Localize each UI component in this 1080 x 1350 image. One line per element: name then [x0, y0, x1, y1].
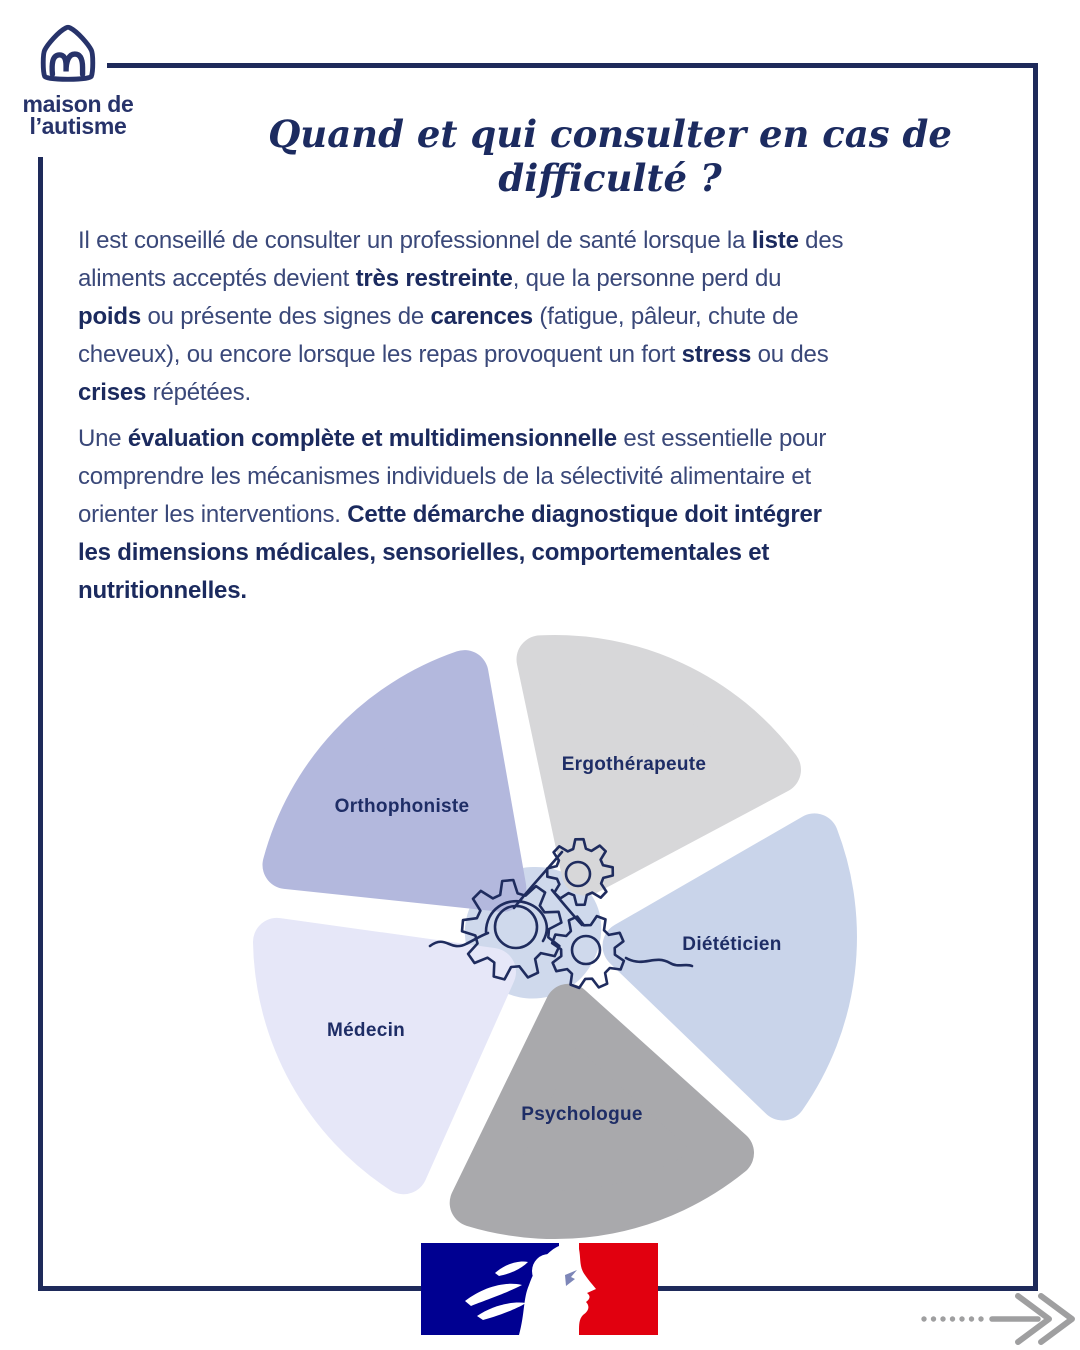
petal-label-medecin: Médecin: [326, 1020, 406, 1041]
brand-line2: l’autisme: [29, 113, 127, 139]
intro-paragraph-1: [78, 222, 1008, 412]
petal-label-ergotherapeute: Ergothérapeute: [561, 754, 707, 775]
intro-paragraph-2: [78, 420, 1008, 610]
double-chevron-right-icon: [992, 1296, 1072, 1342]
house-with-m-icon: [34, 22, 102, 88]
petal-label-psychologue: Psychologue: [521, 1104, 643, 1125]
text-line: les dimensions médicales, sensorielles, comportementales et: [78, 539, 770, 566]
republique-francaise-marianne-logo: [421, 1243, 658, 1335]
text-line: nutritionnelles.: [78, 577, 247, 604]
text-line: Une évaluation complète et multidimensionnelle est essentielle pour: [78, 425, 827, 452]
brand-wordmark: [4, 93, 152, 137]
brand-line1: maison de: [22, 91, 134, 117]
petal-label-dieteticien: Diététicien: [682, 934, 782, 955]
arrow-dots: [921, 1316, 983, 1321]
frame-border-right: [1033, 63, 1038, 1291]
text-line: cheveux), ou encore lorsque les repas provoquent un fort stress ou des: [78, 341, 829, 368]
text-line: crises répétées.: [78, 379, 251, 406]
petal-label-orthophoniste: Orthophoniste: [334, 796, 470, 817]
text-line: aliments acceptés devient très restreinte, que la personne perd du: [78, 265, 782, 292]
petal-3: [277, 942, 492, 1170]
frame-border-top: [107, 63, 1038, 68]
specialists-flower-diagram: [240, 622, 870, 1247]
text-line: Il est conseillé de consulter un professionnel de santé lorsque la liste des: [78, 227, 844, 254]
text-line: comprendre les mécanismes individuels de la sélectivité alimentaire et: [78, 463, 812, 490]
page-title: Quand et qui consulter en cas de difficulté ?: [268, 112, 952, 200]
frame-border-left: [38, 157, 43, 1291]
petal-4: [287, 674, 503, 888]
text-line: orienter les interventions. Cette démarche diagnostique doit intégrer: [78, 501, 822, 528]
next-slide-arrow[interactable]: [912, 1288, 1080, 1350]
text-line: poids ou présente des signes de carences (fatigue, pâleur, chute de: [78, 303, 799, 330]
